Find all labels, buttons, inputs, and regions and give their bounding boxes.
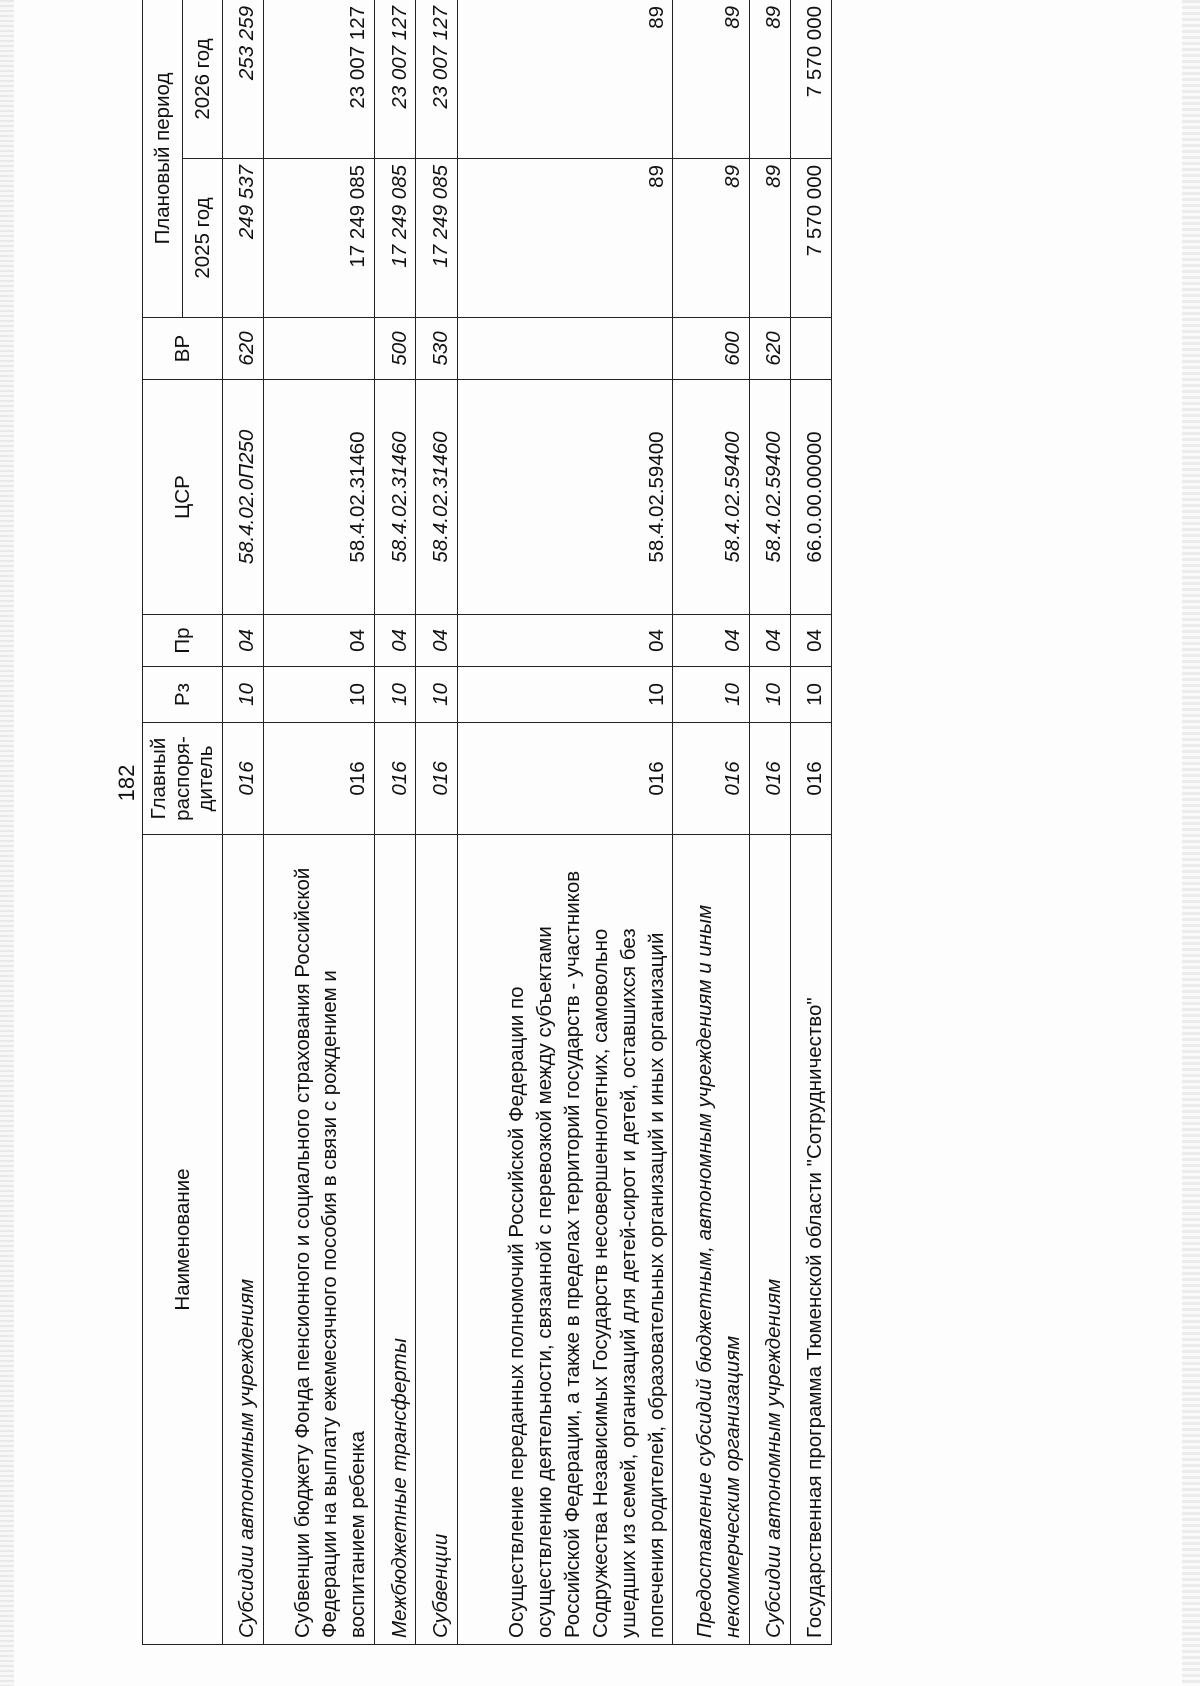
table-cell-rz: 10 bbox=[749, 667, 790, 723]
header-chief: Главный распоря-дитель bbox=[143, 723, 223, 835]
table-row bbox=[223, 0, 264, 1645]
page-number: 182 bbox=[114, 764, 139, 802]
table-cell-2025: 17 249 085 bbox=[375, 159, 416, 318]
table-cell-2026: 23 007 127 bbox=[416, 0, 457, 159]
table-cell-pr: 04 bbox=[749, 615, 790, 667]
header-2026: 2026 год bbox=[183, 0, 223, 159]
table-cell-vr: 620 bbox=[749, 318, 790, 380]
table-cell-2026: 253 259 bbox=[223, 0, 264, 159]
table-cell-pr: 04 bbox=[457, 615, 673, 667]
table-row bbox=[790, 0, 831, 1645]
table-cell-rz: 10 bbox=[673, 667, 749, 723]
table-cell-2026: 23 007 127 bbox=[375, 0, 416, 159]
table-cell-2026: 89 bbox=[457, 0, 673, 159]
table-cell-2025: 17 249 085 bbox=[416, 159, 457, 318]
table-cell-chief: 016 bbox=[416, 723, 457, 835]
table-cell-2025: 89 bbox=[673, 159, 749, 318]
header-2025: 2025 год bbox=[183, 159, 223, 318]
table-cell-name: Субвенции бюджету Фонда пенсионного и социального страхования Российской Федерации на выплату ежемесячного пособия в связи с рождением и воспитанием ребенка bbox=[264, 835, 375, 1645]
table-cell-chief: 016 bbox=[223, 723, 264, 835]
table-cell-vr: 500 bbox=[375, 318, 416, 380]
table-cell-vr bbox=[264, 318, 375, 380]
table-cell-rz: 10 bbox=[457, 667, 673, 723]
table-cell-2025: 89 bbox=[457, 159, 673, 318]
table-cell-pr: 04 bbox=[790, 615, 831, 667]
table-cell-rz: 10 bbox=[223, 667, 264, 723]
table-row bbox=[375, 0, 416, 1645]
table-row bbox=[264, 0, 375, 1645]
rotated-table-wrapper bbox=[142, 0, 832, 1645]
table-cell-pr: 04 bbox=[416, 615, 457, 667]
header-csr: ЦСР bbox=[143, 380, 223, 615]
budget-table bbox=[142, 0, 832, 1645]
scan-edge-left bbox=[0, 0, 14, 1686]
table-cell-name: Субвенции bbox=[416, 835, 457, 1645]
header-pr: Пр bbox=[143, 615, 223, 667]
table-cell-rz: 10 bbox=[375, 667, 416, 723]
table-cell-name: Предоставление субсидий бюджетным, автономным учреждениям и иным некоммерческим организациям bbox=[673, 835, 749, 1645]
table-cell-name: Межбюджетные трансферты bbox=[375, 835, 416, 1645]
table-cell-2025: 89 bbox=[749, 159, 790, 318]
table-cell-2026: 7 570 000 bbox=[790, 0, 831, 159]
table-cell-csr: 58.4.02.31460 bbox=[264, 380, 375, 615]
table-cell-pr: 04 bbox=[673, 615, 749, 667]
table-cell-csr: 58.4.02.0П250 bbox=[223, 380, 264, 615]
table-cell-chief: 016 bbox=[673, 723, 749, 835]
table-cell-name: Субсидии автономным учреждениям bbox=[749, 835, 790, 1645]
table-cell-csr: 58.4.02.31460 bbox=[375, 380, 416, 615]
table-cell-chief: 016 bbox=[375, 723, 416, 835]
table-cell-csr: 58.4.02.59400 bbox=[457, 380, 673, 615]
header-name: Наименование bbox=[143, 835, 223, 1645]
table-cell-vr bbox=[790, 318, 831, 380]
table-cell-2026: 23 007 127 bbox=[264, 0, 375, 159]
table-cell-vr: 620 bbox=[223, 318, 264, 380]
table-cell-2025: 249 537 bbox=[223, 159, 264, 318]
header-vr: ВР bbox=[143, 318, 223, 380]
table-cell-rz: 10 bbox=[790, 667, 831, 723]
table-row bbox=[457, 0, 673, 1645]
table-cell-vr bbox=[457, 318, 673, 380]
table-cell-name: Государственная программа Тюменской области "Сотрудничество" bbox=[790, 835, 831, 1645]
table-cell-csr: 58.4.02.31460 bbox=[416, 380, 457, 615]
table-cell-csr: 58.4.02.59400 bbox=[749, 380, 790, 615]
scan-edge-right bbox=[1182, 0, 1200, 1686]
table-row bbox=[416, 0, 457, 1645]
table-cell-pr: 04 bbox=[375, 615, 416, 667]
table-cell-csr: 58.4.02.59400 bbox=[673, 380, 749, 615]
table-cell-2025: 7 570 000 bbox=[790, 159, 831, 318]
table-cell-vr: 530 bbox=[416, 318, 457, 380]
header-rz: Рз bbox=[143, 667, 223, 723]
table-cell-2026: 89 bbox=[673, 0, 749, 159]
table-cell-pr: 04 bbox=[264, 615, 375, 667]
table-cell-name: Субсидии автономным учреждениям bbox=[223, 835, 264, 1645]
table-row bbox=[673, 0, 749, 1645]
table-cell-2025: 17 249 085 bbox=[264, 159, 375, 318]
table-cell-csr: 66.0.00.00000 bbox=[790, 380, 831, 615]
table-row bbox=[749, 0, 790, 1645]
table-cell-pr: 04 bbox=[223, 615, 264, 667]
table-cell-vr: 600 bbox=[673, 318, 749, 380]
table-cell-rz: 10 bbox=[416, 667, 457, 723]
table-cell-chief: 016 bbox=[264, 723, 375, 835]
table-cell-chief: 016 bbox=[749, 723, 790, 835]
table-cell-2026: 89 bbox=[749, 0, 790, 159]
table-cell-rz: 10 bbox=[264, 667, 375, 723]
table-cell-chief: 016 bbox=[457, 723, 673, 835]
table-cell-name: Осуществление переданных полномочий Российской Федерации по осуществлению деятельности, связанной с перевозкой между субъектами Российской Федерации, а также в пределах территорий государств - участников Содружества Независимых Государств несовершеннолетних, самовольно ушедших из семей, организаций для детей-сирот и детей, оставшихся без попечения родителей, образовательных организаций и иных организаций bbox=[457, 835, 673, 1645]
table-cell-chief: 016 bbox=[790, 723, 831, 835]
header-planned-period: Плановый период bbox=[143, 0, 183, 318]
